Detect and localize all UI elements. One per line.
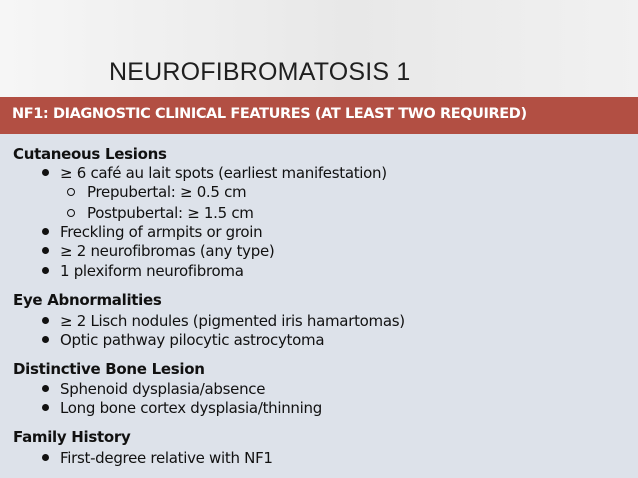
list-item [42,331,632,349]
list-item [42,242,632,260]
bullet-icon [42,336,49,343]
bullet-icon [42,228,49,235]
section-heading-eye: Eye Abnormalities [13,291,162,309]
bullet-icon [42,317,49,324]
table-header: NF1: DIAGNOSTIC CLINICAL FEATURES (AT LEAST TWO REQUIRED) [12,106,527,122]
list-item-text: Optic pathway pilocytic astrocytoma [60,331,325,349]
section-heading-bone: Distinctive Bone Lesion [13,360,205,378]
list-item [42,223,632,241]
sub-list-item-text: Prepubertal: ≥ 0.5 cm [87,183,247,201]
bullet-icon [42,404,49,411]
sub-list-item [67,183,627,201]
bullet-icon [42,454,49,461]
list-item-text: Freckling of armpits or groin [60,223,263,241]
list-item [42,380,632,398]
list-item-text: Sphenoid dysplasia/absence [60,380,266,398]
slide-title: NEUROFIBROMATOSIS 1 [109,58,411,86]
list-item [42,164,632,182]
list-item-text: ≥ 2 neurofibromas (any type) [60,242,275,260]
list-item-text: 1 plexiform neurofibroma [60,262,244,280]
bullet-icon [42,247,49,254]
list-item [42,312,632,330]
list-item [42,449,632,467]
list-item-text: ≥ 6 café au lait spots (earliest manifestation) [60,164,387,182]
sub-list-item-text: Postpubertal: ≥ 1.5 cm [87,204,254,222]
hollow-bullet-icon [67,188,75,196]
list-item [42,262,632,280]
sub-list-item [67,204,627,222]
bullet-icon [42,267,49,274]
hollow-bullet-icon [67,209,75,217]
list-item-text: First-degree relative with NF1 [60,449,273,467]
list-item [42,399,632,417]
section-heading-cutaneous: Cutaneous Lesions [13,145,167,163]
list-item-text: ≥ 2 Lisch nodules (pigmented iris hamartomas) [60,312,405,330]
bullet-icon [42,385,49,392]
section-heading-family: Family History [13,428,131,446]
bullet-icon [42,169,49,176]
list-item-text: Long bone cortex dysplasia/thinning [60,399,322,417]
